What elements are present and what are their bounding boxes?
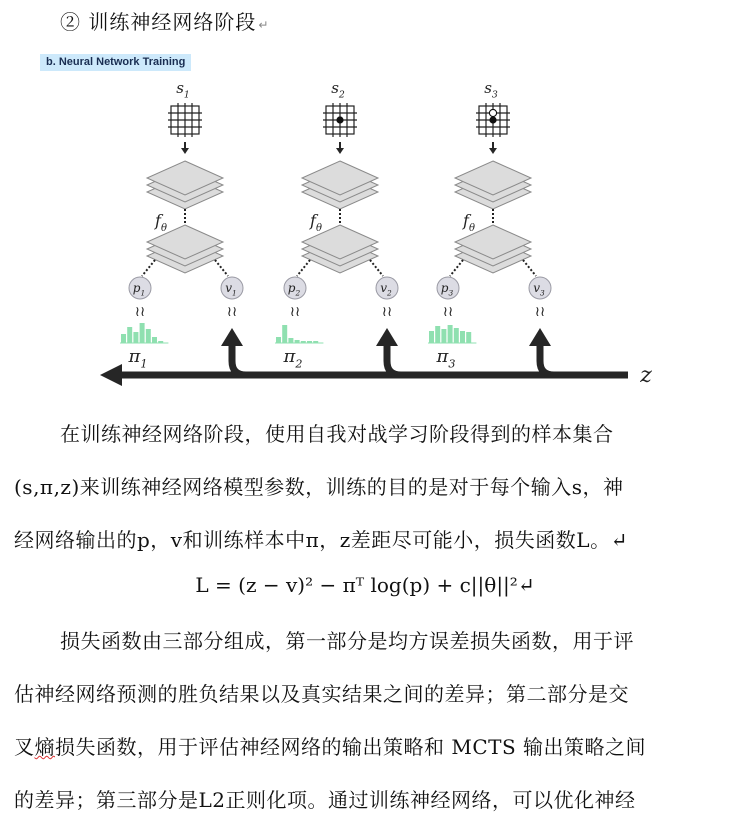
approx-symbol: ≀≀ [134, 304, 146, 320]
state-label: $s_2$ [331, 79, 345, 101]
approx-symbol: ≀≀ [289, 304, 301, 320]
histogram-bar [460, 331, 465, 343]
branch-line [232, 344, 246, 375]
histogram-bar [435, 326, 440, 343]
section-heading [60, 6, 269, 35]
board-icon [476, 103, 510, 137]
histogram-bar [152, 337, 157, 343]
histogram-bar [276, 337, 281, 343]
branch-line [540, 344, 554, 375]
paragraph-line [14, 721, 716, 774]
network-stack-bottom [302, 225, 378, 273]
loss-formula: L = (z − v)² − πᵀ log(p) + c||θ||²↵ [195, 573, 535, 597]
network-stack-top [455, 161, 531, 209]
function-label: $f_\theta$ [310, 211, 322, 234]
value-label: $v_3$ [533, 281, 545, 298]
branch-arrowhead [529, 328, 551, 346]
outcome-arrow [100, 328, 628, 386]
figure-label: b. Neural Network Training [40, 54, 191, 71]
paragraph-line: 估神经网络预测的胜负结果以及真实结果之间的差异；第二部分是交 [14, 682, 629, 706]
histogram-bar [441, 329, 446, 343]
neural-network-training-figure [0, 48, 730, 400]
paragraph-mark: ↵ [258, 18, 270, 32]
paragraph-line: 的差异；第三部分是L2正则化项。通过训练神经网络，可以优化神经 [14, 788, 636, 812]
white-stone [489, 109, 496, 116]
paragraph-line: 经网络输出的p，v和训练样本中π，z差距尽可能小，损失函数L。↵ [14, 528, 628, 552]
histogram-bar [133, 332, 138, 343]
histogram-bar [429, 331, 434, 343]
histogram-bar [127, 327, 132, 343]
policy-histogram [275, 325, 323, 343]
figure-column [428, 79, 551, 370]
histogram-bar [282, 325, 287, 343]
down-arrow [181, 142, 189, 154]
policy-label: $p_2$ [287, 281, 301, 298]
text-run: 叉 [14, 735, 35, 759]
policy-histogram [428, 325, 476, 343]
board-icon [168, 103, 202, 137]
function-label: $f_\theta$ [155, 211, 167, 234]
branch-line [387, 344, 401, 375]
figure-column [120, 79, 243, 370]
histogram-bar [448, 325, 453, 343]
spellcheck-flagged-word: 熵 [34, 735, 55, 759]
policy-histogram [120, 323, 168, 343]
figure-column [275, 79, 398, 370]
heading-text: ② 训练神经网络阶段 [60, 10, 257, 34]
histogram-bar [466, 332, 471, 343]
network-stack-top [302, 161, 378, 209]
figure-diagram [0, 48, 730, 400]
paragraph-line: (s,π,z)来训练神经网络模型参数，训练的目的是对于每个输入s，神 [14, 475, 624, 499]
network-stack-bottom [147, 225, 223, 273]
paragraph-training [14, 408, 716, 567]
approx-symbol: ≀≀ [534, 304, 546, 320]
value-label: $v_2$ [380, 281, 392, 298]
outcome-label: z [640, 363, 652, 388]
board-icon [323, 103, 357, 137]
down-arrow [336, 142, 344, 154]
approx-symbol: ≀≀ [381, 304, 393, 320]
histogram-bar [288, 338, 293, 343]
function-label: $f_\theta$ [463, 211, 475, 234]
approx-symbol: ≀≀ [442, 304, 454, 320]
state-label: $s_3$ [484, 79, 498, 101]
target-policy-label: $\pi_1$ [128, 346, 148, 371]
black-stone [489, 116, 496, 123]
paragraph-loss [14, 615, 716, 827]
histogram-bar [140, 323, 145, 343]
approx-symbol: ≀≀ [226, 304, 238, 320]
histogram-bar [454, 328, 459, 343]
text-run: 损失函数，用于评估神经网络的输出策略和 MCTS 输出策略之间 [55, 735, 647, 759]
branch-arrowhead [221, 328, 243, 346]
branch-arrowhead [376, 328, 398, 346]
paragraph-line: 损失函数由三部分组成，第一部分是均方误差损失函数，用于评 [60, 629, 634, 653]
black-stone [336, 116, 343, 123]
network-stack-bottom [455, 225, 531, 273]
outcome-arrowhead [100, 364, 122, 386]
paragraph-line: 在训练神经网络阶段，使用自我对战学习阶段得到的样本集合 [60, 422, 614, 446]
policy-label: $p_3$ [440, 281, 454, 298]
histogram-bar [146, 329, 151, 343]
histogram-bar [121, 334, 126, 343]
network-stack-top [147, 161, 223, 209]
target-policy-label: $\pi_3$ [436, 346, 456, 371]
value-label: $v_1$ [225, 281, 237, 298]
state-label: $s_1$ [176, 79, 190, 101]
target-policy-label: $\pi_2$ [283, 346, 303, 371]
policy-label: $p_1$ [132, 281, 146, 298]
down-arrow [489, 142, 497, 154]
